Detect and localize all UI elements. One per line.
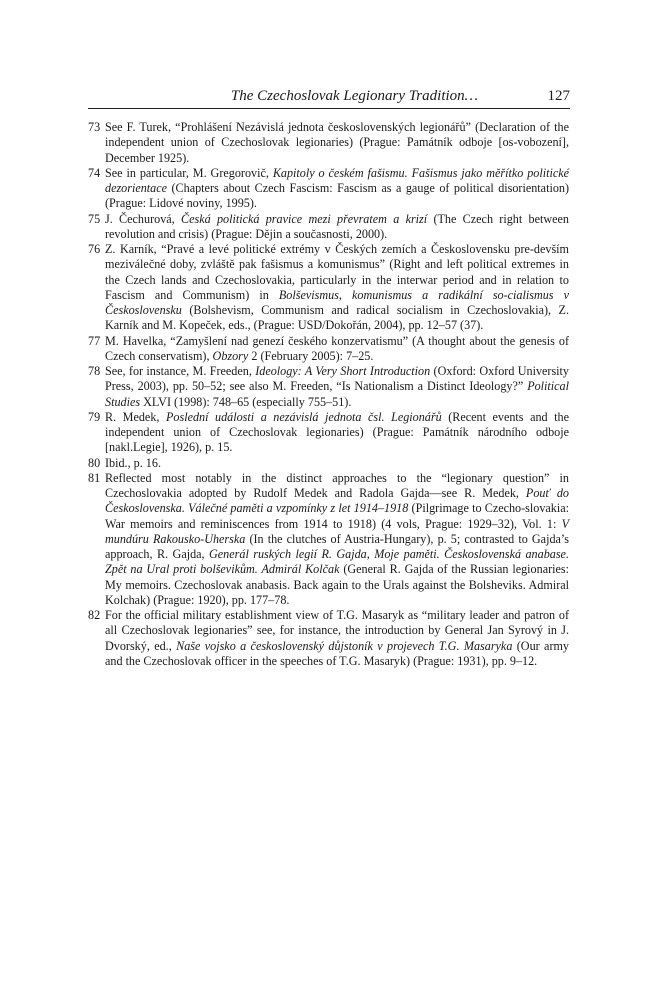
running-header [88,88,570,109]
endnote-number: 75 [88,211,101,226]
text-run: See in particular, M. Gregorovič, [105,165,273,180]
text-run: M. Havelka, “Zamyšlení nad genezí českého konzervatismu” (A thought about the genesis of Czech conservatism), [105,333,569,363]
running-title: The Czechoslovak Legionary Tradition… [230,88,478,104]
text-run: See, for instance, M. Freeden, [105,364,256,378]
endnote-number: 76 [88,242,101,256]
text-run: (Recent events and the independent union of Czechoslovak legionaries) (Prague: Památník národního odboje [nakl.Legie], 1926), p. 15. [105,409,569,455]
endnote-text [105,166,569,211]
text-run: Reflected most notably in the distinct approaches to the “legionary question” in Czechoslovakia adopted by Rudolf Medek and Radola Gajda—see R. Medek, [105,470,569,500]
endnote [88,364,569,410]
endnote [88,334,569,365]
endnote-number: 80 [88,455,101,470]
endnote-number: 74 [88,165,101,180]
endnote [88,242,569,334]
text-run: R. Medek, [105,409,166,424]
text-run: Z. Karník, “Pravé a levé politické extrémy v Českých zemích a Československu pre-devším meziválečné doby, zvláště pak fašismus a komunismus” (Right and left political extremes in the Czech lands and Czechoslovakia, particularly in the interwar period and in relation to Fascism and Communism) in [105,242,569,302]
endnote-number: 81 [88,470,101,485]
text-run: (Bolshevism, Communism and radical socialism in Czechoslovakia), Z. Karník and M. Kopeček, eds., (Prague: USD/Dokořán, 2004), pp. 12–57 (37). [105,303,569,333]
italic-title: Political Studies [105,379,569,409]
endnote-number: 73 [88,120,101,134]
text-run: For the official military establishment view of T.G. Masaryk as “military leader and patron of all Czechoslovak legionaries” see, for instance, the introduction by General Jan Syrový in J. Dvorský, ed., [105,608,569,653]
italic-title: V mundúru Rakousko-Uherska [105,516,569,546]
text-run: (Pilgrimage to Czecho-slovakia: War memoirs and reminiscences from 1914 to 1918) (4 vols, Prague: 1929–32), Vol. 1: [105,501,569,531]
endnote [88,212,569,243]
endnote-text [105,471,569,607]
text-run: J. Čechurová, [105,211,181,226]
endnote-number: 77 [88,333,101,348]
endnote-number: 82 [88,608,101,622]
endnote [88,410,569,456]
endnote-text [105,410,569,455]
italic-title: Poslední události a nezávislá jednota čsl. Legionářů [165,409,442,424]
endnote-text [105,242,569,332]
italic-title: Generál ruských legií R. Gajda, Moje paměti. Československá anabase. Zpět na Ural proti bolševikům. Admirál Kolčak [105,547,569,577]
italic-title: Ideology: A Very Short Introduction [255,364,431,378]
text-run: (In the clutches of Austria-Hungary), p. 5; contrasted to Gajda’s approach, R. Gajda, [105,531,569,561]
endnote-text [105,608,569,668]
italic-title: Kapitoly o českém fašismu. Fašismus jako měřítko politické dezorientace [105,165,570,195]
endnote-text [105,212,569,241]
text-run: Ibid., p. 16. [105,455,161,470]
text-run: XLVI (1998): 748–65 (especially 755–51). [140,394,352,409]
endnote [88,471,569,608]
endnote-number: 78 [88,364,101,378]
italic-title: Česká politická pravice mezi převratem a krizí [180,211,428,226]
italic-title: Naše vojsko a československý důjstoník v projevech T.G. Masaryka [176,638,513,653]
italic-title: Obzory [212,348,249,363]
endnote-number: 79 [88,409,101,424]
endnote [88,120,569,166]
endnote-text [105,364,569,409]
endnote-text [105,334,569,363]
endnote [88,166,569,212]
endnote-text [105,456,161,470]
text-run: (Chapters about Czech Fascism: Fascism as a gauge of political disorientation) (Prague: Lidové noviny, 1995). [105,181,569,211]
endnotes-list [88,120,569,669]
endnote-text [105,120,569,165]
text-run: (Oxford: Oxford University Press, 2003), pp. 50–52; see also M. Freeden, “Is Nationalism a Distinct Ideology?” [105,364,570,394]
text-run: (The Czech right between revolution and crisis) (Prague: Dějin a současnosti, 2000). [105,211,569,241]
italic-title: Pouť do Československa. Válečné paměti a vzpomínky z let 1914–1918 [105,486,569,516]
text-run: (Our army and the Czechoslovak officer in the speeches of T.G. Masaryk) (Prague: 1931), pp. 9–12. [105,638,569,668]
text-run: 2 (February 2005): 7–25. [248,348,374,363]
text-run: See F. Turek, “Prohlášení Nezávislá jednota československých legionářů” (Declaration of the independent union of Czechoslovak legionaries) (Prague: Památník odboje [os-vobození], December 1925). [105,120,569,165]
italic-title: Bolševismus, komunismus a radikální so-cialismus v Československu [105,287,569,317]
endnote [88,456,569,471]
endnote [88,608,569,669]
page-number: 127 [547,88,570,104]
text-run: (General R. Gajda of the Russian legionaries: My memoirs. Czechoslovak anabasis. Back again to the Urals against the Bolsheviks. Admiral Kolchak) (Prague: 1920), pp. 177–78. [105,562,569,607]
